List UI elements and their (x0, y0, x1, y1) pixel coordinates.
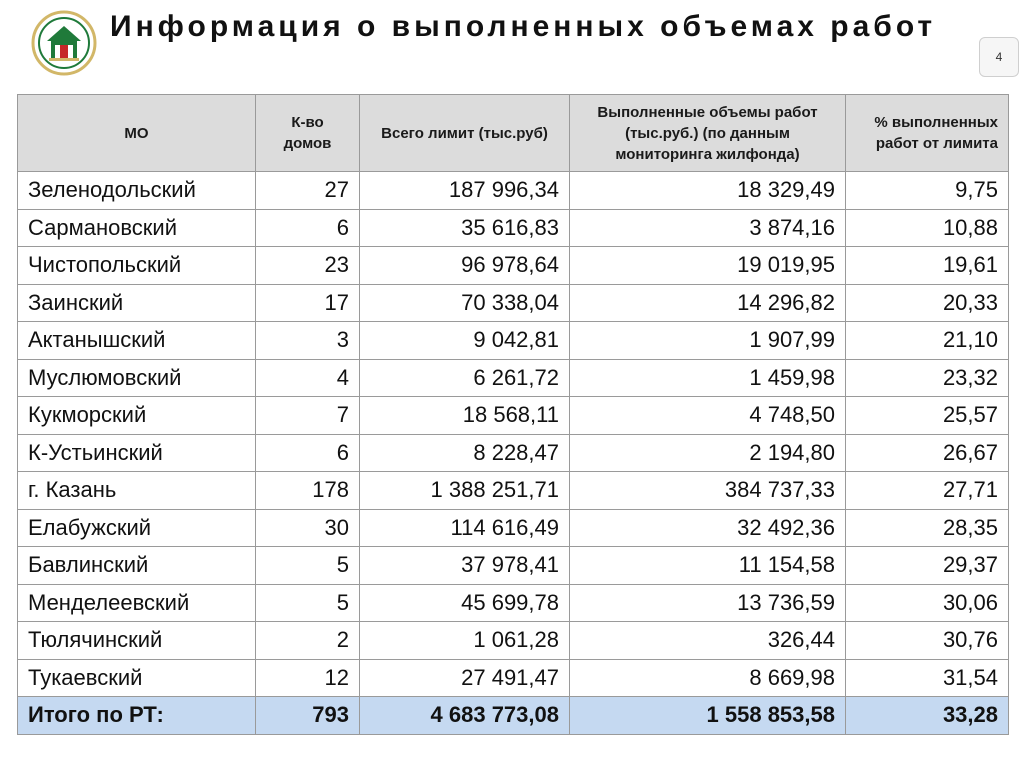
cell-completed: 4 748,50 (570, 397, 846, 435)
cell-houses: 2 (256, 622, 360, 660)
cell-houses: 17 (256, 284, 360, 322)
cell-houses: 178 (256, 472, 360, 510)
column-header-completed: Выполненные объемы работ (тыс.руб.) (по данным мониторинга жилфонда) (570, 95, 846, 172)
cell-percent: 29,37 (846, 547, 1009, 585)
cell-mo: Зеленодольский (18, 172, 256, 210)
cell-limit: 1 061,28 (360, 622, 570, 660)
cell-houses: 30 (256, 509, 360, 547)
cell-limit: 27 491,47 (360, 659, 570, 697)
works-volume-table (17, 94, 1009, 735)
cell-limit: 1 388 251,71 (360, 472, 570, 510)
cell-completed: 19 019,95 (570, 247, 846, 285)
cell-percent: 25,57 (846, 397, 1009, 435)
cell-completed: 32 492,36 (570, 509, 846, 547)
cell-percent: 19,61 (846, 247, 1009, 285)
cell-houses: 4 (256, 359, 360, 397)
logo (31, 10, 97, 76)
cell-completed: 14 296,82 (570, 284, 846, 322)
cell-completed: 8 669,98 (570, 659, 846, 697)
cell-houses: 7 (256, 397, 360, 435)
cell-mo: Бавлинский (18, 547, 256, 585)
cell-percent: 27,71 (846, 472, 1009, 510)
cell-percent: 23,32 (846, 359, 1009, 397)
cell-limit: 96 978,64 (360, 247, 570, 285)
cell-limit: 8 228,47 (360, 434, 570, 472)
cell-limit: 70 338,04 (360, 284, 570, 322)
column-header-percent: % выполненных работ от лимита (846, 95, 1009, 172)
cell-mo: Муслюмовский (18, 359, 256, 397)
page-number-badge: 4 (979, 37, 1019, 77)
cell-limit: 35 616,83 (360, 209, 570, 247)
cell-limit: 187 996,34 (360, 172, 570, 210)
cell-percent: 9,75 (846, 172, 1009, 210)
cell-limit: 18 568,11 (360, 397, 570, 435)
cell-houses: 6 (256, 434, 360, 472)
column-header-houses: К-во домов (256, 95, 360, 172)
cell-completed: 1 907,99 (570, 322, 846, 360)
cell-completed: 13 736,59 (570, 584, 846, 622)
total-limit: 4 683 773,08 (360, 697, 570, 735)
cell-mo: Менделеевский (18, 584, 256, 622)
table-row (18, 247, 1009, 285)
cell-mo: Елабужский (18, 509, 256, 547)
table-row (18, 322, 1009, 360)
cell-completed: 3 874,16 (570, 209, 846, 247)
cell-percent: 10,88 (846, 209, 1009, 247)
cell-completed: 326,44 (570, 622, 846, 660)
cell-limit: 6 261,72 (360, 359, 570, 397)
table-row (18, 209, 1009, 247)
cell-percent: 21,10 (846, 322, 1009, 360)
total-percent: 33,28 (846, 697, 1009, 735)
cell-limit: 114 616,49 (360, 509, 570, 547)
table-header-row (18, 95, 1009, 172)
column-header-mo: МО (18, 95, 256, 172)
table-row (18, 172, 1009, 210)
cell-limit: 45 699,78 (360, 584, 570, 622)
cell-houses: 6 (256, 209, 360, 247)
cell-houses: 23 (256, 247, 360, 285)
cell-mo: Заинский (18, 284, 256, 322)
table-total-row (18, 697, 1009, 735)
cell-houses: 5 (256, 547, 360, 585)
table-row (18, 584, 1009, 622)
cell-houses: 27 (256, 172, 360, 210)
column-header-limit: Всего лимит (тыс.руб) (360, 95, 570, 172)
cell-percent: 28,35 (846, 509, 1009, 547)
cell-percent: 30,76 (846, 622, 1009, 660)
table-row (18, 509, 1009, 547)
cell-percent: 30,06 (846, 584, 1009, 622)
table-row (18, 547, 1009, 585)
table-row (18, 622, 1009, 660)
cell-houses: 3 (256, 322, 360, 360)
logo-emblem-icon (31, 10, 97, 76)
total-completed: 1 558 853,58 (570, 697, 846, 735)
cell-completed: 384 737,33 (570, 472, 846, 510)
table-row (18, 472, 1009, 510)
total-label: Итого по РТ: (18, 697, 256, 735)
cell-houses: 5 (256, 584, 360, 622)
table-row (18, 284, 1009, 322)
cell-mo: г. Казань (18, 472, 256, 510)
page-title: Информация о выполненных объемах работ (110, 10, 937, 43)
cell-houses: 12 (256, 659, 360, 697)
cell-completed: 18 329,49 (570, 172, 846, 210)
cell-mo: К-Устьинский (18, 434, 256, 472)
cell-mo: Тюлячинский (18, 622, 256, 660)
table-row (18, 397, 1009, 435)
total-houses: 793 (256, 697, 360, 735)
cell-mo: Чистопольский (18, 247, 256, 285)
cell-completed: 2 194,80 (570, 434, 846, 472)
table-row (18, 659, 1009, 697)
cell-percent: 31,54 (846, 659, 1009, 697)
cell-mo: Сармановский (18, 209, 256, 247)
cell-percent: 26,67 (846, 434, 1009, 472)
cell-completed: 11 154,58 (570, 547, 846, 585)
cell-completed: 1 459,98 (570, 359, 846, 397)
cell-mo: Актанышский (18, 322, 256, 360)
cell-percent: 20,33 (846, 284, 1009, 322)
table-row (18, 434, 1009, 472)
cell-mo: Тукаевский (18, 659, 256, 697)
cell-mo: Кукморский (18, 397, 256, 435)
cell-limit: 37 978,41 (360, 547, 570, 585)
cell-limit: 9 042,81 (360, 322, 570, 360)
table-row (18, 359, 1009, 397)
